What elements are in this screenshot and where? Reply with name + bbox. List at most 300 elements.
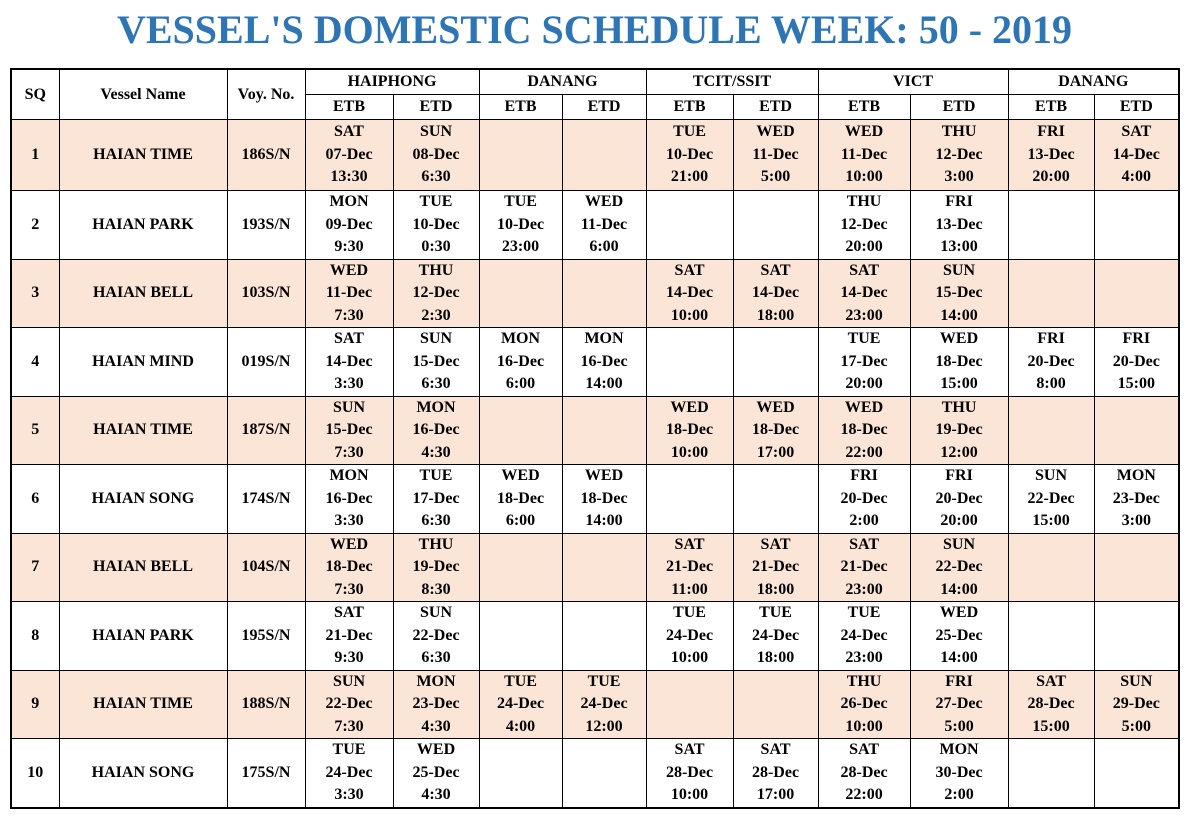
schedule-cell bbox=[646, 259, 733, 328]
schedule-cell bbox=[393, 533, 479, 602]
time: 10:00 bbox=[670, 443, 709, 461]
weekday: WED bbox=[584, 467, 624, 484]
time: 5:00 bbox=[760, 168, 791, 186]
date: 18-Dec bbox=[751, 421, 800, 438]
weekday: FRI bbox=[1037, 330, 1065, 347]
time: 4:00 bbox=[1121, 168, 1151, 186]
date: 20-Dec bbox=[840, 489, 888, 507]
weekday: THU bbox=[941, 398, 977, 416]
weekday: SAT bbox=[849, 741, 879, 758]
time: 14:00 bbox=[940, 306, 978, 324]
time: 21:00 bbox=[670, 168, 709, 186]
voyage-number-cell: 193S/N bbox=[227, 191, 305, 260]
weekday: FRI bbox=[945, 672, 973, 690]
weekday: TUE bbox=[759, 604, 792, 621]
time: 9:30 bbox=[334, 238, 364, 255]
date: 16-Dec bbox=[412, 421, 460, 438]
schedule-cell bbox=[646, 465, 733, 534]
date: 08-Dec bbox=[412, 145, 460, 163]
schedule-cell bbox=[1094, 396, 1179, 465]
schedule-cell bbox=[393, 191, 479, 260]
date: 14-Dec bbox=[1112, 145, 1160, 163]
schedule-cell bbox=[479, 670, 562, 739]
time: 14:00 bbox=[585, 375, 623, 392]
time: 13:30 bbox=[330, 168, 368, 186]
port-header-tcit-ssit: TCIT/SSIT bbox=[646, 69, 818, 95]
schedule-cell bbox=[1008, 739, 1094, 808]
vessel-name-cell: HAIAN TIME bbox=[59, 120, 227, 191]
schedule-cell bbox=[562, 670, 646, 739]
time: 7:30 bbox=[334, 580, 364, 598]
schedule-cell bbox=[1094, 191, 1179, 260]
date: 20-Dec bbox=[1112, 352, 1160, 370]
time: 7:30 bbox=[334, 306, 364, 324]
table-row bbox=[11, 120, 1179, 191]
schedule-cell bbox=[733, 259, 818, 328]
date: 13-Dec bbox=[1027, 145, 1075, 163]
weekday: MON bbox=[1116, 467, 1156, 484]
schedule-cell bbox=[1094, 739, 1179, 808]
weekday: WED bbox=[939, 330, 979, 347]
time: 20:00 bbox=[1032, 168, 1070, 186]
date: 22-Dec bbox=[935, 558, 983, 575]
etd-header: ETD bbox=[910, 95, 1008, 120]
schedule-cell bbox=[818, 328, 910, 397]
schedule-cell bbox=[910, 533, 1008, 602]
table-row bbox=[11, 328, 1179, 397]
schedule-cell bbox=[733, 396, 818, 465]
weekday: TUE bbox=[419, 193, 453, 210]
sq-header: SQ bbox=[11, 69, 59, 120]
schedule-cell bbox=[479, 328, 562, 397]
schedule-cell bbox=[818, 396, 910, 465]
schedule-cell bbox=[1008, 120, 1094, 191]
schedule-cell bbox=[818, 259, 910, 328]
schedule-cell bbox=[1008, 328, 1094, 397]
time: 4:30 bbox=[421, 443, 451, 461]
time: 12:00 bbox=[940, 443, 978, 461]
schedule-cell bbox=[305, 739, 393, 808]
date: 30-Dec bbox=[935, 763, 983, 781]
time: 6:30 bbox=[421, 649, 451, 666]
schedule-cell bbox=[1008, 259, 1094, 328]
schedule-cell bbox=[733, 602, 818, 671]
weekday: WED bbox=[501, 467, 540, 484]
date: 17-Dec bbox=[412, 489, 460, 507]
date: 27-Dec bbox=[935, 695, 983, 712]
schedule-cell bbox=[562, 120, 646, 191]
date: 23-Dec bbox=[1112, 489, 1160, 507]
time: 23:00 bbox=[501, 238, 540, 255]
etd-header: ETD bbox=[1094, 95, 1179, 120]
date: 14-Dec bbox=[325, 352, 373, 370]
schedule-cell bbox=[1008, 533, 1094, 602]
weekday: SUN bbox=[1035, 467, 1068, 484]
time: 6:00 bbox=[589, 238, 619, 255]
vessel-name-cell: HAIAN SONG bbox=[59, 465, 227, 534]
schedule-cell bbox=[1094, 120, 1179, 191]
schedule-cell bbox=[562, 465, 646, 534]
date: 11-Dec bbox=[580, 215, 628, 233]
time: 15:00 bbox=[1032, 512, 1070, 529]
date: 24-Dec bbox=[580, 695, 628, 712]
weekday: SAT bbox=[334, 330, 364, 347]
weekday: WED bbox=[416, 741, 456, 758]
date: 18-Dec bbox=[665, 421, 714, 438]
schedule-cell bbox=[1008, 191, 1094, 260]
date: 22-Dec bbox=[412, 626, 460, 644]
date: 15-Dec bbox=[935, 284, 983, 301]
schedule-cell bbox=[910, 396, 1008, 465]
weekday: WED bbox=[329, 261, 369, 279]
time: 5:00 bbox=[1121, 717, 1151, 735]
time: 6:30 bbox=[421, 512, 451, 529]
etd-header: ETD bbox=[393, 95, 479, 120]
time: 18:00 bbox=[756, 306, 795, 324]
weekday: TUE bbox=[332, 741, 366, 758]
date: 10-Dec bbox=[412, 215, 460, 233]
voyage-number-cell: 019S/N bbox=[227, 328, 305, 397]
weekday: WED bbox=[670, 398, 709, 416]
schedule-cell bbox=[1008, 602, 1094, 671]
date: 10-Dec bbox=[665, 145, 714, 163]
etb-header: ETB bbox=[646, 95, 733, 120]
schedule-cell bbox=[646, 602, 733, 671]
weekday: TUE bbox=[673, 604, 706, 621]
sq-cell: 5 bbox=[11, 396, 59, 465]
weekday: SUN bbox=[420, 123, 453, 141]
time: 0:30 bbox=[421, 238, 451, 255]
voyage-number-cell: 175S/N bbox=[227, 739, 305, 808]
weekday: FRI bbox=[945, 467, 973, 484]
weekday: THU bbox=[846, 672, 882, 690]
time: 6:30 bbox=[421, 168, 451, 186]
date: 21-Dec bbox=[325, 626, 373, 644]
schedule-cell bbox=[305, 533, 393, 602]
weekday: FRI bbox=[850, 467, 878, 484]
schedule-cell bbox=[393, 259, 479, 328]
time: 11:00 bbox=[671, 580, 708, 598]
weekday: MON bbox=[584, 330, 624, 347]
schedule-cell bbox=[1008, 670, 1094, 739]
weekday: SAT bbox=[760, 535, 791, 553]
time: 20:00 bbox=[940, 512, 978, 529]
vessel-name-cell: HAIAN SONG bbox=[59, 739, 227, 808]
vessel-name-cell: HAIAN PARK bbox=[59, 602, 227, 671]
date: 07-Dec bbox=[325, 145, 373, 163]
weekday: FRI bbox=[1122, 330, 1151, 347]
time: 9:30 bbox=[334, 649, 364, 666]
schedule-cell bbox=[305, 259, 393, 328]
weekday: SAT bbox=[674, 261, 705, 279]
schedule-cell bbox=[646, 191, 733, 260]
weekday: TUE bbox=[673, 123, 706, 141]
etb-header: ETB bbox=[1008, 95, 1094, 120]
date: 28-Dec bbox=[751, 763, 800, 781]
time: 6:00 bbox=[505, 512, 536, 529]
schedule-cell bbox=[305, 191, 393, 260]
time: 8:30 bbox=[421, 580, 451, 598]
date: 19-Dec bbox=[935, 421, 983, 438]
schedule-cell bbox=[910, 328, 1008, 397]
weekday: WED bbox=[756, 398, 795, 416]
time: 14:00 bbox=[585, 512, 623, 529]
vessel-name-cell: HAIAN TIME bbox=[59, 396, 227, 465]
weekday: TUE bbox=[504, 193, 537, 210]
schedule-cell bbox=[910, 191, 1008, 260]
etb-header: ETB bbox=[818, 95, 910, 120]
table-row bbox=[11, 739, 1179, 808]
weekday: THU bbox=[418, 261, 454, 279]
table-row bbox=[11, 670, 1179, 739]
voyage-number-cell: 195S/N bbox=[227, 602, 305, 671]
date: 25-Dec bbox=[935, 626, 983, 644]
time: 18:00 bbox=[756, 649, 795, 666]
voyage-number-cell: 186S/N bbox=[227, 120, 305, 191]
table-row bbox=[11, 191, 1179, 260]
weekday: SAT bbox=[849, 261, 879, 279]
schedule-cell bbox=[910, 602, 1008, 671]
schedule-cell bbox=[818, 670, 910, 739]
schedule-cell bbox=[733, 328, 818, 397]
date: 22-Dec bbox=[1027, 489, 1075, 507]
weekday: WED bbox=[329, 535, 369, 553]
date: 10-Dec bbox=[496, 215, 545, 233]
date: 22-Dec bbox=[325, 695, 373, 712]
schedule-cell bbox=[479, 533, 562, 602]
date: 23-Dec bbox=[412, 695, 460, 712]
time: 14:00 bbox=[940, 580, 978, 598]
date: 18-Dec bbox=[935, 352, 983, 370]
time: 13:00 bbox=[940, 238, 978, 255]
etb-header: ETB bbox=[479, 95, 562, 120]
date: 12-Dec bbox=[412, 284, 460, 301]
schedule-cell bbox=[562, 396, 646, 465]
schedule-cell bbox=[479, 739, 562, 808]
date: 29-Dec bbox=[1112, 695, 1160, 712]
weekday: MON bbox=[500, 330, 541, 347]
schedule-cell bbox=[646, 120, 733, 191]
schedule-cell bbox=[646, 533, 733, 602]
schedule-cell bbox=[1094, 328, 1179, 397]
date: 16-Dec bbox=[496, 352, 545, 370]
weekday: FRI bbox=[1037, 123, 1065, 141]
weekday: FRI bbox=[945, 193, 973, 210]
voyage-number-cell: 104S/N bbox=[227, 533, 305, 602]
date: 24-Dec bbox=[496, 695, 545, 712]
schedule-cell bbox=[393, 670, 479, 739]
time: 2:30 bbox=[421, 306, 451, 324]
date: 25-Dec bbox=[412, 763, 460, 781]
time: 6:00 bbox=[505, 375, 536, 392]
schedule-cell bbox=[818, 120, 910, 191]
page-title: VESSEL'S DOMESTIC SCHEDULE WEEK: 50 - 2019 bbox=[116, 7, 1073, 52]
schedule-cell bbox=[733, 191, 818, 260]
time: 22:00 bbox=[845, 786, 883, 803]
date: 24-Dec bbox=[840, 626, 888, 644]
voyage-number-header: Voy. No. bbox=[227, 69, 305, 120]
schedule-cell bbox=[646, 396, 733, 465]
date: 13-Dec bbox=[935, 215, 983, 233]
time: 10:00 bbox=[670, 786, 709, 803]
date: 09-Dec bbox=[325, 215, 373, 233]
schedule-cell bbox=[305, 602, 393, 671]
schedule-cell bbox=[1094, 670, 1179, 739]
date: 28-Dec bbox=[840, 763, 888, 781]
time: 3:00 bbox=[1121, 512, 1151, 529]
time: 15:00 bbox=[940, 375, 978, 392]
weekday: SAT bbox=[674, 741, 705, 758]
schedule-cell bbox=[479, 191, 562, 260]
time: 3:30 bbox=[334, 786, 364, 803]
date: 14-Dec bbox=[665, 284, 714, 301]
weekday: TUE bbox=[847, 330, 881, 347]
weekday: THU bbox=[418, 535, 454, 553]
voyage-number-cell: 174S/N bbox=[227, 465, 305, 534]
schedule-cell bbox=[818, 739, 910, 808]
schedule-cell bbox=[733, 739, 818, 808]
vessel-name-cell: HAIAN MIND bbox=[59, 328, 227, 397]
port-header-vict: VICT bbox=[818, 69, 1008, 95]
voyage-number-cell: 103S/N bbox=[227, 259, 305, 328]
schedule-table bbox=[10, 68, 1180, 809]
time: 12:00 bbox=[585, 717, 623, 735]
schedule-cell bbox=[1008, 465, 1094, 534]
time: 4:30 bbox=[421, 786, 451, 803]
schedule-cell bbox=[305, 120, 393, 191]
port-header-danang-2: DANANG bbox=[1008, 69, 1179, 95]
schedule-cell bbox=[393, 120, 479, 191]
schedule-cell bbox=[562, 739, 646, 808]
date: 12-Dec bbox=[840, 215, 888, 233]
time: 2:00 bbox=[944, 786, 974, 803]
schedule-cell bbox=[393, 465, 479, 534]
weekday: SUN bbox=[943, 535, 976, 553]
date: 20-Dec bbox=[1027, 352, 1075, 370]
etd-header: ETD bbox=[562, 95, 646, 120]
sq-cell: 6 bbox=[11, 465, 59, 534]
date: 21-Dec bbox=[665, 558, 714, 575]
schedule-cell bbox=[393, 396, 479, 465]
date: 28-Dec bbox=[665, 763, 714, 781]
weekday: SAT bbox=[334, 123, 364, 141]
weekday: SAT bbox=[674, 535, 705, 553]
schedule-cell bbox=[479, 259, 562, 328]
weekday: MON bbox=[329, 467, 369, 484]
schedule-cell bbox=[393, 328, 479, 397]
weekday: TUE bbox=[847, 604, 881, 621]
schedule-cell bbox=[733, 533, 818, 602]
vessel-name-cell: HAIAN BELL bbox=[59, 533, 227, 602]
time: 14:00 bbox=[940, 649, 978, 666]
vessel-name-cell: HAIAN BELL bbox=[59, 259, 227, 328]
date: 24-Dec bbox=[665, 626, 714, 644]
weekday: SUN bbox=[1120, 672, 1153, 690]
time: 4:30 bbox=[421, 717, 451, 735]
date: 15-Dec bbox=[412, 352, 460, 370]
schedule-cell bbox=[733, 465, 818, 534]
weekday: MON bbox=[416, 398, 456, 416]
table-row bbox=[11, 396, 1179, 465]
schedule-cell bbox=[562, 602, 646, 671]
weekday: SUN bbox=[943, 261, 976, 279]
date: 26-Dec bbox=[840, 695, 888, 712]
schedule-cell bbox=[479, 602, 562, 671]
schedule-cell bbox=[818, 191, 910, 260]
weekday: SAT bbox=[1036, 672, 1067, 690]
weekday: THU bbox=[846, 193, 882, 210]
schedule-cell bbox=[393, 739, 479, 808]
time: 8:00 bbox=[1036, 375, 1066, 392]
date: 18-Dec bbox=[580, 489, 628, 507]
time: 22:00 bbox=[845, 443, 883, 461]
weekday: SAT bbox=[849, 535, 879, 553]
date: 18-Dec bbox=[325, 558, 373, 575]
date: 28-Dec bbox=[1027, 695, 1075, 712]
date: 24-Dec bbox=[751, 626, 800, 644]
sq-cell: 1 bbox=[11, 120, 59, 191]
weekday: SUN bbox=[332, 672, 365, 690]
date: 11-Dec bbox=[325, 284, 373, 301]
sq-cell: 9 bbox=[11, 670, 59, 739]
weekday: MON bbox=[939, 741, 979, 758]
time: 17:00 bbox=[756, 443, 795, 461]
date: 12-Dec bbox=[935, 145, 983, 163]
schedule-cell bbox=[1094, 602, 1179, 671]
date: 21-Dec bbox=[840, 558, 888, 575]
vessel-name-cell: HAIAN PARK bbox=[59, 191, 227, 260]
time: 20:00 bbox=[845, 375, 883, 392]
weekday: WED bbox=[584, 193, 624, 210]
weekday: MON bbox=[329, 193, 369, 210]
schedule-cell bbox=[393, 602, 479, 671]
time: 5:00 bbox=[944, 717, 974, 735]
time: 10:00 bbox=[670, 649, 709, 666]
date: 11-Dec bbox=[840, 145, 888, 163]
voyage-number-cell: 188S/N bbox=[227, 670, 305, 739]
date: 20-Dec bbox=[935, 489, 983, 507]
table-row bbox=[11, 533, 1179, 602]
schedule-cell bbox=[646, 739, 733, 808]
schedule-cell bbox=[479, 465, 562, 534]
time: 7:30 bbox=[334, 717, 364, 735]
schedule-cell bbox=[910, 670, 1008, 739]
schedule-cell bbox=[646, 328, 733, 397]
weekday: WED bbox=[939, 604, 979, 621]
time: 23:00 bbox=[845, 580, 883, 598]
time: 20:00 bbox=[845, 238, 883, 255]
time: 2:00 bbox=[849, 512, 879, 529]
date: 19-Dec bbox=[412, 558, 460, 575]
schedule-cell bbox=[305, 465, 393, 534]
weekday: SAT bbox=[1121, 123, 1152, 141]
schedule-cell bbox=[1094, 533, 1179, 602]
date: 18-Dec bbox=[840, 421, 888, 438]
schedule-cell bbox=[818, 602, 910, 671]
weekday: MON bbox=[416, 672, 456, 690]
sq-cell: 8 bbox=[11, 602, 59, 671]
weekday: SAT bbox=[760, 741, 791, 758]
schedule-cell bbox=[479, 120, 562, 191]
schedule-cell bbox=[562, 533, 646, 602]
schedule-cell bbox=[1094, 259, 1179, 328]
time: 23:00 bbox=[845, 649, 883, 666]
schedule-cell bbox=[646, 670, 733, 739]
date: 18-Dec bbox=[496, 489, 545, 507]
schedule-cell bbox=[733, 670, 818, 739]
schedule-cell bbox=[910, 465, 1008, 534]
time: 3:30 bbox=[334, 512, 364, 529]
